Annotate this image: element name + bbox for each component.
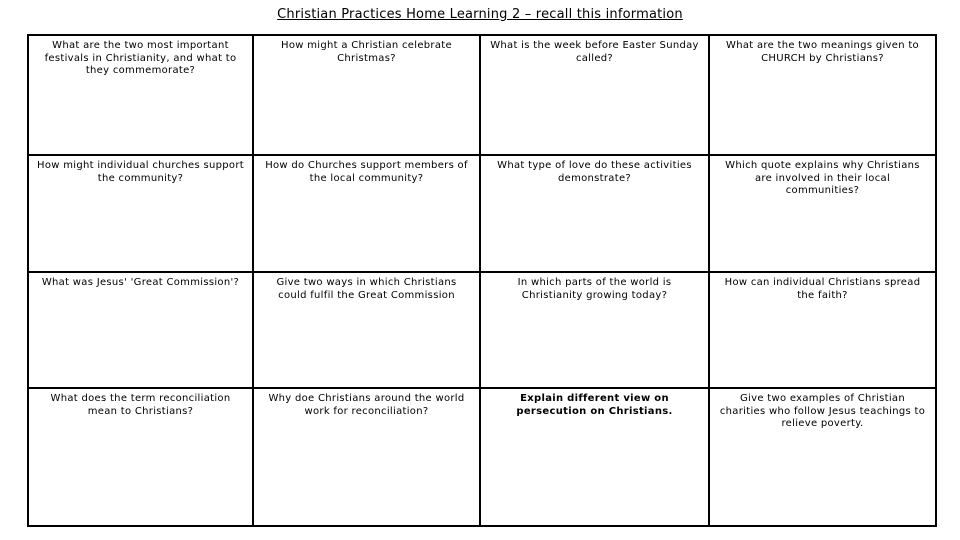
question-cell: Give two examples of Christian charities who follow Jesus teachings to relieve poverty. bbox=[719, 393, 926, 429]
question-cell: Which quote explains why Christians are involved in their local communities? bbox=[710, 156, 935, 273]
question-cell: What are the two meanings given to CHURCH by Christians? bbox=[710, 36, 935, 156]
question-cell: What does the term reconciliation mean to Christians? bbox=[29, 389, 254, 525]
question-cell: How might individual churches support the community? bbox=[29, 156, 254, 273]
question-cell: How do Churches support members of the local community? bbox=[254, 156, 481, 273]
question-cell: How can individual Christians spread the faith? bbox=[710, 273, 935, 389]
question-cell: In which parts of the world is Christianity growing today? bbox=[481, 273, 710, 389]
question-cell: What was Jesus' 'Great Commission'? bbox=[29, 273, 254, 389]
question-cell: What type of love do these activities demonstrate? bbox=[481, 156, 710, 273]
question-cell: What are the two most important festivals in Christianity, and what to they commemorate? bbox=[29, 36, 254, 156]
question-cell: Give two ways in which Christians could fulfil the Great Commission bbox=[254, 273, 481, 389]
page-title: Christian Practices Home Learning 2 – recall this information bbox=[277, 7, 683, 22]
question-cell: Explain different view on persecution on Christians. bbox=[481, 389, 710, 525]
question-cell: Why doe Christians around the world work for reconciliation? bbox=[254, 389, 481, 525]
question-cell: What is the week before Easter Sunday called? bbox=[481, 36, 710, 156]
question-grid bbox=[27, 34, 937, 527]
question-cell: How might a Christian celebrate Christmas? bbox=[254, 36, 481, 156]
